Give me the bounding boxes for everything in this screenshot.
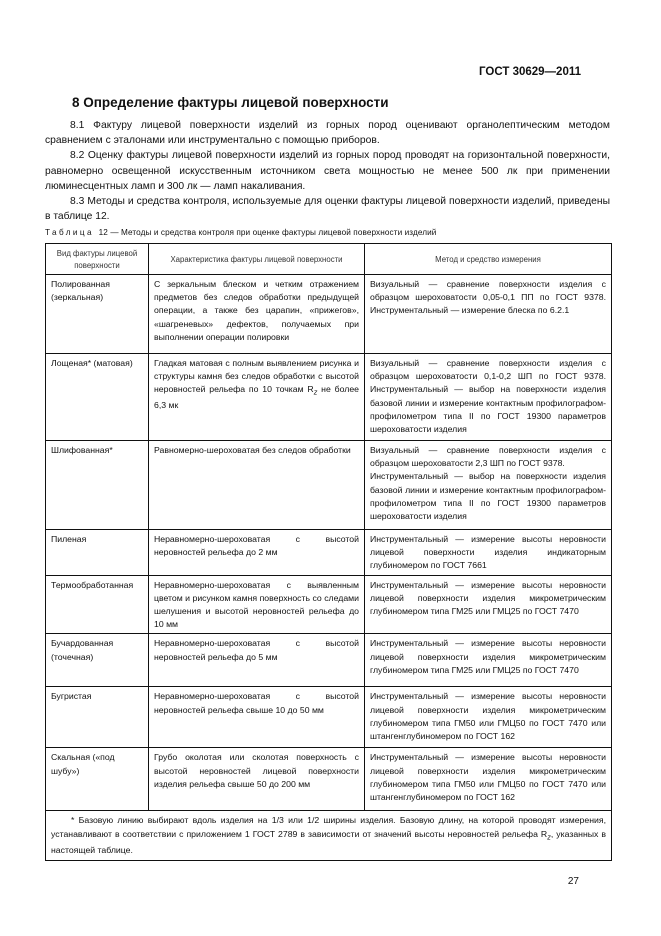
table-row (46, 530, 612, 576)
cell-characteristic: Равномерно-шероховатая без следов обработки (149, 441, 365, 530)
page-number: 27 (567, 876, 579, 887)
table-row (46, 575, 612, 634)
section-title: 8 Определение фактуры лицевой поверхности (72, 95, 389, 110)
table-row (46, 275, 612, 354)
table-caption-label: Таблица (45, 228, 94, 237)
header-type: Вид фактуры лицевой поверхности (46, 244, 149, 275)
table-caption-text: 12 — Методы и средства контроля при оценке фактуры лицевой поверхности изделий (98, 228, 437, 237)
cell-type: Шлифованная* (46, 441, 149, 530)
cell-text: Гладкая матовая с полным выявлением рисунка и структуры камня без следов обработки с высотой неровностей рельефа по 10 точкам R (154, 358, 359, 395)
footnote-tail: , указанных в настоящей таблице. (51, 828, 606, 855)
paragraph-8-2: 8.2 Оценку фактуры лицевой поверхности изделий из горных пород проводят на горизонтальной поверхности, равномерно освещенной искусственным источником света мощностью не менее 500 лк при применении люминесцентных ламп и 300 лк — ламп накаливания. (45, 150, 610, 192)
cell-characteristic: Неравномерно-шероховатая с высотой неровностей рельефа до 2 мм (149, 530, 365, 576)
method-instrumental: Инструментальный — выбор на поверхности изделия базовой линии и измерение контактным профилографом-профилометром типа II по ГОСТ 19300 параметров шероховатости изделия (370, 471, 606, 522)
subscript: z (313, 388, 318, 398)
cell-characteristic: Неравномерно-шероховатая с высотой неровностей рельефа до 5 мм (149, 634, 365, 687)
paragraph-8-1: 8.1 Фактуру лицевой поверхности изделий из горных пород оценивают органолептическим методом сравнением с эталонами или инструментально с помощью приборов. (45, 120, 610, 147)
cell-type: Термообработанная (46, 575, 149, 634)
table-12 (45, 243, 612, 861)
header-method: Метод и средство измерения (365, 244, 612, 275)
cell-type: Скальная («под шубу») (46, 748, 149, 811)
subscript: z (547, 832, 551, 842)
paragraph-8-3: 8.3 Методы и средства контроля, используемые для оценки фактуры лицевой поверхности изделий, приведены в таблице 12. (45, 196, 610, 223)
section-body (45, 118, 610, 224)
cell-type: Бугристая (46, 687, 149, 748)
table-footnote-row (46, 811, 612, 860)
cell-method: Визуальный — сравнение поверхности изделия с образцом шероховатости 0,1-0,2 ШП по ГОСТ 9378. Инструментальный — выбор на поверхности изделия базовой линии и измерение контактным профилографом-профилометром типа II по ГОСТ 19300 параметров шероховатости изделия (365, 354, 612, 441)
table-row (46, 634, 612, 687)
table-footnote (46, 811, 612, 860)
document-id: ГОСТ 30629—2011 (479, 66, 581, 78)
table-row (46, 441, 612, 530)
cell-type: Пиленая (46, 530, 149, 576)
cell-method (365, 441, 612, 530)
cell-method: Визуальный — сравнение поверхности изделия с образцом шероховатости 0,05-0,1 ПП по ГОСТ 9378. Инструментальный — измерение блеска по 6.2.1 (365, 275, 612, 354)
cell-type: Бучардованная (точечная) (46, 634, 149, 687)
table-row (46, 687, 612, 748)
cell-method: Инструментальный — измерение высоты неровности лицевой поверхности изделия микрометрическим глубиномером типа ГМ50 или ГМЦ50 по ГОСТ 7470 или штангенглубиномером по ГОСТ 162 (365, 687, 612, 748)
header-characteristic: Характеристика фактуры лицевой поверхности (149, 244, 365, 275)
table-caption (45, 228, 436, 237)
cell-method: Инструментальный — измерение высоты неровности лицевой поверхности изделия микрометрическим глубиномером типа ГМ25 или ГМЦ25 по ГОСТ 7470 (365, 575, 612, 634)
cell-type: Полированная (зеркальная) (46, 275, 149, 354)
cell-characteristic (149, 354, 365, 441)
table-row (46, 748, 612, 811)
cell-characteristic: Неравномерно-шероховатая с выявленным цветом и рисунком камня поверхность со следами шелушения и высотой неровностей рельефа до 10 мм (149, 575, 365, 634)
cell-characteristic: Грубо околотая или сколотая поверхность с высотой неровностей лицевой поверхности изделия рельефа свыше 50 до 200 мм (149, 748, 365, 811)
cell-method: Инструментальный — измерение высоты неровности лицевой поверхности изделия индикаторным глубиномером по ГОСТ 7661 (365, 530, 612, 576)
method-visual: Визуальный — сравнение поверхности изделия с образцом шероховатости 2,3 ШП по ГОСТ 9378. (370, 445, 606, 469)
table-header-row (46, 244, 612, 275)
cell-text-tail: не более 6,3 мк (154, 384, 359, 411)
cell-characteristic: С зеркальным блеском и четким отражением предметов без следов обработки предыдущей операции, а также без царапин, «прижегов», «шагреневых» дефектов, получаемых при выполнении операции полировки (149, 275, 365, 354)
cell-characteristic: Неравномерно-шероховатая с высотой неровностей рельефа свыше 10 до 50 мм (149, 687, 365, 748)
cell-method: Инструментальный — измерение высоты неровности лицевой поверхности изделия микрометрическим глубиномером типа ГМ50 или ГМЦ50 по ГОСТ 7470 или штангенглубиномером по ГОСТ 162 (365, 748, 612, 811)
cell-type: Лощеная* (матовая) (46, 354, 149, 441)
footnote-text: * Базовую линию выбирают вдоль изделия на 1/3 или 1/2 ширины изделия. Базовую длину, на которой проводят измерения, устанавливают в соответствии с приложением 1 ГОСТ 2789 в зависимости от значений высоты неровностей рельефа R (51, 815, 606, 839)
cell-method: Инструментальный — измерение высоты неровности лицевой поверхности изделия микрометрическим глубиномером типа ГМ25 или ГМЦ25 по ГОСТ 7470 (365, 634, 612, 687)
table-row (46, 354, 612, 441)
